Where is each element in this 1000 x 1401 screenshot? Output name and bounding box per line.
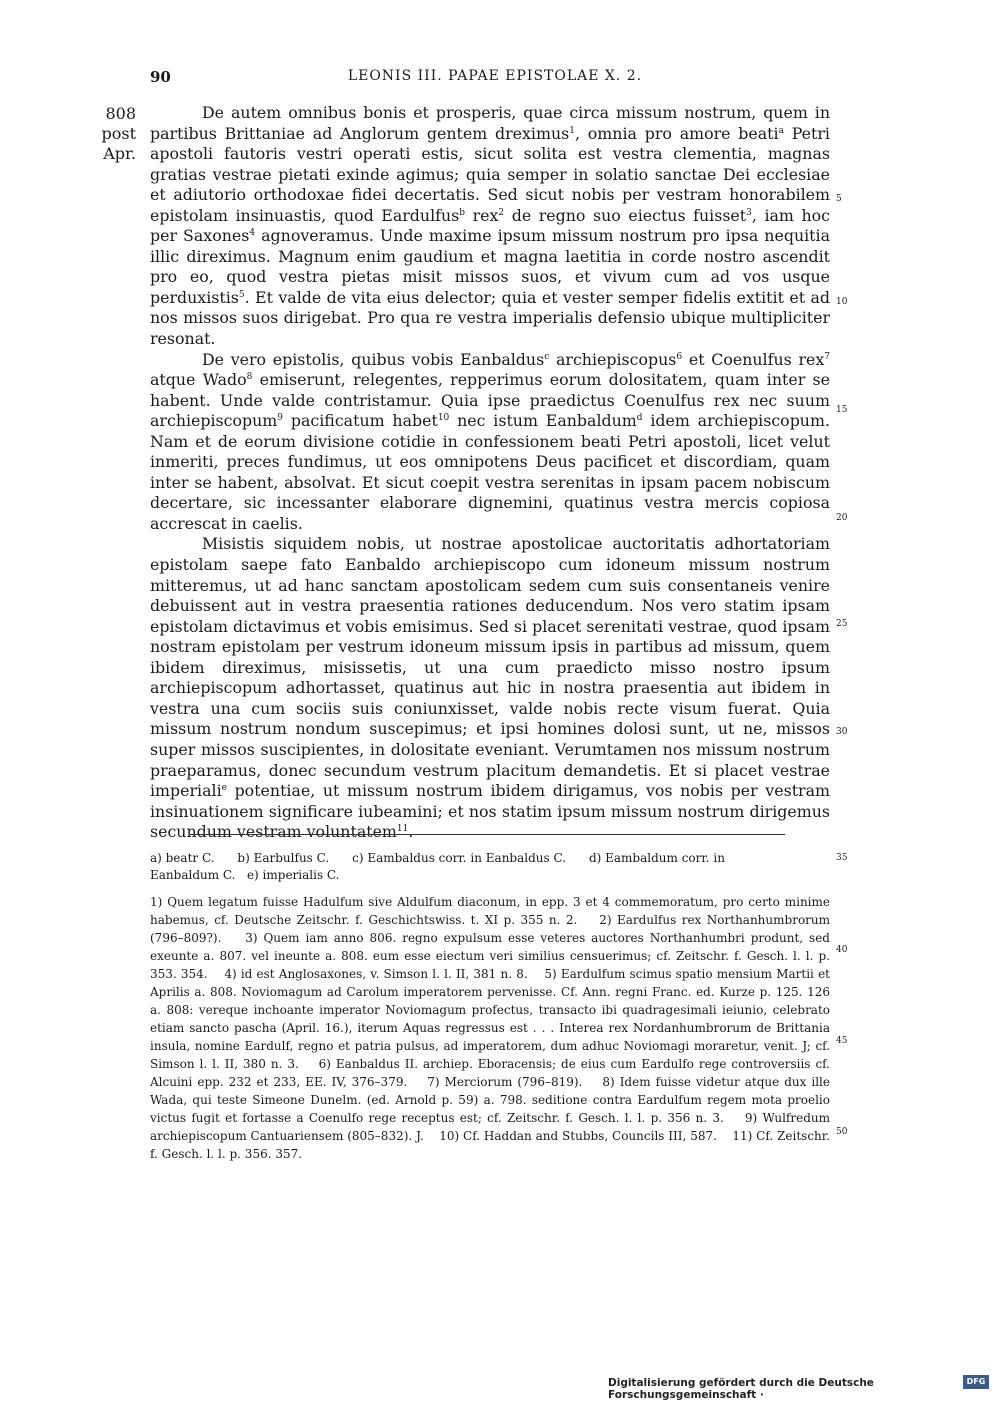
paragraph-3: Misistis siquidem nobis, ut nostrae apostolicae auctoritatis adhortatoriam epistolam saepe fato Eanbaldo archiepiscopo cum idoneum missum nostrum mitteremus, ut ad hanc sanctam apostolicam sedem cum suis consentaneis venire debuissent aut in vestra praesentia rationes deducendum. Nos vero statim ipsam epistolam dictavimus et vobis emisimus. Sed si placet serenitati vestrae, quod ipsam nostram epistolam per vestrum idoneum missum ipsis in partibus ad missum, quem ibidem direximus, misissetis, ut una cum praedicto misso nostro ipsum archiepiscopum adhortasset, quatinus aut hic in nostra praesentia aut ibidem in vestra una cum sociis suis coniunxisset, valde nobis recte visum fuerat. Quia missum nostrum nondum suscepimus; et ipsi homines dolosi sunt, ut ne, missos super missos suscipientes, in dolositate eveniant. Verumtamen nos missum nostrum praeparamus, donec secundum vestrum placitum demandetis. Et si placet vestrae imperiali$^e$ potentiae, ut missum nostrum ibidem dirigamus, vos nobis per vestram insinuationem significare iubeamini; et nos statim ipsum missum nostrum dirigemus secundum vestram voluntatem$^{11}$. <box>150 534 830 842</box>
page-number: 90 <box>150 68 171 86</box>
line-number: 10 <box>836 297 848 307</box>
line-number: 5 <box>836 194 842 204</box>
variant-c: c) Eambaldus corr. in Eanbaldus C. <box>352 851 567 865</box>
footnote-7: 7) Merciorum (796–819). <box>427 1075 583 1089</box>
line-number: 20 <box>836 513 848 523</box>
dfg-logo-icon: DFG <box>963 1375 989 1389</box>
line-number: 40 <box>836 945 848 955</box>
line-number: 35 <box>836 853 848 863</box>
line-number: 25 <box>836 619 848 629</box>
digitization-credit: Digitalisierung gefördert durch die Deutsche Forschungsgemeinschaft · <box>608 1377 874 1401</box>
line-number: 45 <box>836 1036 848 1046</box>
footnote-8: 8) Idem fuisse videtur atque dux ille Wada, qui teste Simeone Dunelm. (ed. Arnold p. 59) a. 798. seditione contra Eardulfum regem mota proelio victus fugit et fortasse a Coenulfo rege receptus est; cf. Zeitschr. f. Gesch. l. l. p. 356 n. 3. <box>150 1075 830 1125</box>
letter-body <box>150 103 830 843</box>
footnote-2: 2) Eardulfus rex Northanhumbrorum (796–809?). <box>150 913 831 945</box>
variant-d: d) Eambaldum corr. in <box>588 851 725 865</box>
footnote-9: 9) Wulfredum archiepiscopum Cantuariensem (805–832). J. <box>150 1111 830 1143</box>
variant-d-cont: Eanbaldum C. <box>150 868 236 882</box>
footnote-5: 5) Eardulfum scimus spatio mensium Martii et Aprilis a. 808. Noviomagum ad Carolum imperatorem pervenisse. Cf. Ann. regni Franc. ed. Kurze p. 125. 126 a. 808: vereque inchoante imperator Noviomagum profectus, transacto ibi quadragesimali ieiunio, celebrato etiam sancto pascha (April. 16.), iterum Aquas regressus est . . . Interea rex Nordanhumbrorum de Brittania insula, nomine Eardulf, regno et patria pulsus, ad imperatorem, dum adhuc Noviomagi moraretur, venit. J; cf. Simson l. l. II, 380 n. 3. <box>150 967 830 1071</box>
footnote-6: 6) Eanbaldus II. archiep. Eboracensis; de eius cum Eardulfo rege controversiis cf. Alcuini epp. 232 et 233, EE. IV, 376–379. <box>150 1057 830 1089</box>
footnote-3: 3) Quem iam anno 806. regno expulsum esse veteres auctores Northanhumbri produnt, sed exeunte a. 807. vel ineunte a. 808. eum esse eiectum veri similius censuerimus; cf. Zeitschr. f. Gesch. l. l. p. 353. 354. <box>150 931 830 981</box>
paragraph-1: De autem omnibus bonis et prosperis, quae circa missum nostrum, quem in partibus Brittaniae ad Anglorum gentem dreximus$^1$, omnia pro amore beati$^a$ Petri apostoli fautoris vestri operati estis, sicut solita est vestra clementia, magnas gratias vestrae pietati exinde agimus; quia semper in solatio sanctae Dei ecclesiae et adiutorio orthodoxae fidei decertatis. Sed sicut nobis per vestram honorabilem epistolam insinuastis, quod Eardulfus$^b$ rex$^2$ de regno suo eiectus fuisset$^3$, iam hoc per Saxones$^4$ agnoveramus. Unde maxime ipsum missum nostrum pro ipsa nequitia illic direximus. Magnum enim gaudium et magna laetitia in corde nostro ascendit pro eo, quod vestra pietas misit missos suos, et vivum cum ad vos usque perduxistis$^5$. Et valde de vita eius delector; quia et vester semper fidelis extitit et ad nos missos suos dirigebat. Pro qua re vestra imperialis defensio ubique multipliciter resonat. <box>150 103 831 349</box>
line-number: 50 <box>836 1127 848 1137</box>
running-title: LEONIS III. PAPAE EPISTOLAE X. 2. <box>347 68 643 84</box>
footnote-11: 11) Cf. Zeitschr. f. Gesch. l. l. p. 356. 357. <box>150 1129 830 1161</box>
variant-a: a) beatr C. <box>150 851 215 865</box>
line-number: 30 <box>836 727 848 737</box>
variant-apparatus <box>150 850 830 884</box>
footnotes <box>150 893 830 1163</box>
margin-date <box>66 104 136 164</box>
margin-month: post Apr. <box>101 124 136 163</box>
line-number: 15 <box>836 405 848 415</box>
page-header <box>150 68 840 92</box>
footnote-1: 1) Quem legatum fuisse Hadulfum sive Aldulfum diaconum, in epp. 3 et 4 commemoratum, pro certo minime habemus, cf. Deutsche Zeitschr. f. Geschichtswiss. t. XI p. 355 n. 2. <box>150 895 830 927</box>
variant-e: e) imperialis C. <box>246 868 340 882</box>
paragraph-2: De vero epistolis, quibus vobis Eanbaldus$^c$ archiepiscopus$^6$ et Coenulfus rex$^7$ atque Wado$^8$ emiserunt, relegentes, repperimus eorum dolositatem, quam inter se habent. Unde valde contristamur. Quia ipse praedictus Coenulfus rex nec suum archiepiscopum$^9$ pacificatum habet$^{10}$ nec istum Eanbaldum$^d$ idem archiepiscopum. Nam et de eorum divisione cotidie in confessionem beati Petri apostoli, licet velut inmeriti, preces fundimus, ut eos omnipotens Deus pacificet et discordiam, quam inter se habent, absolvat. Et sicut coepit vestra serenitas in ipsam pacem nobiscum decertare, sic incessanter elaborare dignemini, quatinus vestra mercis copiosa accrescat in caelis. <box>150 349 831 533</box>
footnote-divider <box>190 834 785 835</box>
variant-b: b) Earbulfus C. <box>237 851 330 865</box>
footnote-4: 4) id est Anglosaxones, v. Simson l. l. II, 381 n. 8. <box>224 967 528 981</box>
margin-year: 808 <box>105 104 136 123</box>
footnote-10: 10) Cf. Haddan and Stubbs, Councils III, 587. <box>439 1129 717 1143</box>
